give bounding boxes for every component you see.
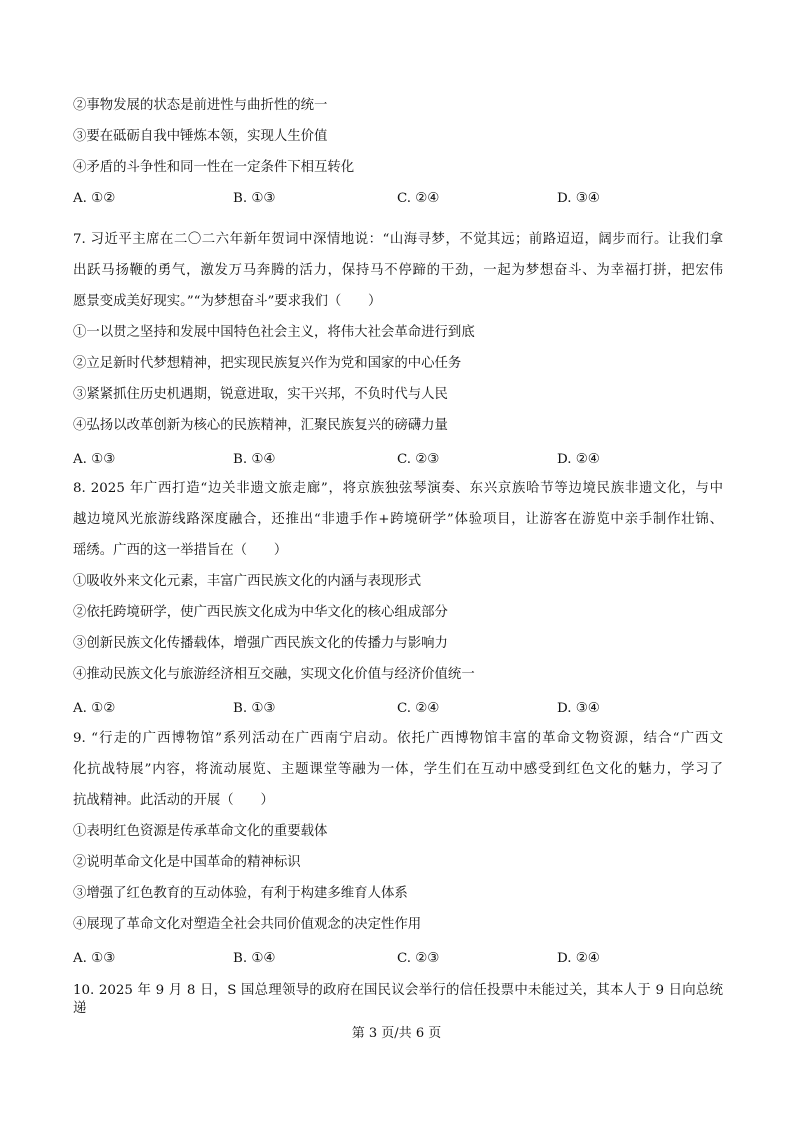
question-stem-line: 愿景变成美好现实。”“为梦想奋斗”要求我们（ ）: [73, 294, 382, 309]
question-stem-line: 7. 习近平主席在二〇二六年新年贺词中深情地说：“山海寻梦，不觉其远；前路迢迢，阔步而行。让我们拿: [73, 232, 723, 247]
question-stem-line: 越边境风光旅游线路深度融合，还推出“非遗手作+跨境研学”体验项目，让游客在游览中亲手制作壮锦、: [73, 512, 723, 527]
statement: ④展现了革命文化对塑造全社会共同价值观念的决定性作用: [73, 917, 422, 932]
statement: ②立足新时代梦想精神，把实现民族复兴作为党和国家的中心任务: [73, 356, 462, 371]
option-d: D. ③④: [557, 701, 600, 716]
statement: ②说明革命文化是中国革命的精神标识: [73, 855, 301, 870]
option-a: A. ①③: [73, 452, 116, 467]
statement: ①表明红色资源是传承革命文化的重要载体: [73, 824, 328, 839]
question-stem-line: 化抗战特展”内容，将流动展览、主题课堂等融为一体，学生们在互动中感受到红色文化的魅力，学习了: [73, 762, 723, 777]
option-c: C. ②④: [397, 191, 440, 206]
statement: ③紧紧抓住历史机遇期，锐意进取，实干兴邦，不负时代与人民: [73, 387, 448, 402]
option-a: A. ①③: [73, 951, 116, 966]
page-footer: 第 3 页/共 6 页: [351, 1026, 442, 1041]
statement: ④推动民族文化与旅游经济相互交融，实现文化价值与经济价值统一: [73, 667, 475, 682]
option-b: B. ①③: [233, 191, 276, 206]
question-stem-line: 出跃马扬鞭的勇气，激发万马奔腾的活力，保持马不停蹄的干劲，一起为梦想奋斗、为幸福打拼，把宏伟: [73, 263, 723, 278]
option-c: C. ②③: [397, 951, 440, 966]
option-b: B. ①④: [233, 951, 276, 966]
statement: ①吸收外来文化元素，丰富广西民族文化的内涵与表现形式: [73, 574, 422, 589]
statement: ④弘扬以改革创新为核心的民族精神，汇聚民族复兴的磅礴力量: [73, 418, 448, 433]
question-stem-line: 9. “行走的广西博物馆”系列活动在广西南宁启动。依托广西博物馆丰富的革命文物资源，结合“广西文: [73, 731, 723, 746]
option-d: D. ②④: [557, 951, 600, 966]
statement: ③要在砥砺自我中锤炼本领，实现人生价值: [73, 129, 328, 144]
option-c: C. ②③: [397, 452, 440, 467]
statement: ③创新民族文化传播载体，增强广西民族文化的传播力与影响力: [73, 636, 448, 651]
option-a: A. ①②: [73, 701, 116, 716]
statement: ②事物发展的状态是前进性与曲折性的统一: [73, 98, 328, 113]
statement: ③增强了红色教育的互动体验，有利于构建多维育人体系: [73, 886, 408, 901]
option-b: B. ①④: [233, 452, 276, 467]
statement: ④矛盾的斗争性和同一性在一定条件下相互转化: [73, 160, 355, 175]
option-d: D. ③④: [557, 191, 600, 206]
question-stem-line: 抗战精神。此活动的开展（ ）: [73, 793, 274, 808]
question-stem-line: 10. 2025 年 9 月 8 日，S 国总理领导的政府在国民议会举行的信任投票中未能过关，其本人于 9 日向总统递: [73, 983, 723, 1016]
option-a: A. ①②: [73, 191, 116, 206]
option-b: B. ①③: [233, 701, 276, 716]
option-c: C. ②④: [397, 701, 440, 716]
statement: ②依托跨境研学，使广西民族文化成为中华文化的核心组成部分: [73, 605, 448, 620]
question-stem-line: 8. 2025 年广西打造“边关非遗文旅走廊”，将京族独弦琴演奏、东兴京族哈节等边境民族非遗文化，与中: [73, 481, 723, 496]
question-stem-line: 瑶绣。广西的这一举措旨在（ ）: [73, 543, 288, 558]
option-d: D. ②④: [557, 452, 600, 467]
statement: ①一以贯之坚持和发展中国特色社会主义，将伟大社会革命进行到底: [73, 325, 475, 340]
